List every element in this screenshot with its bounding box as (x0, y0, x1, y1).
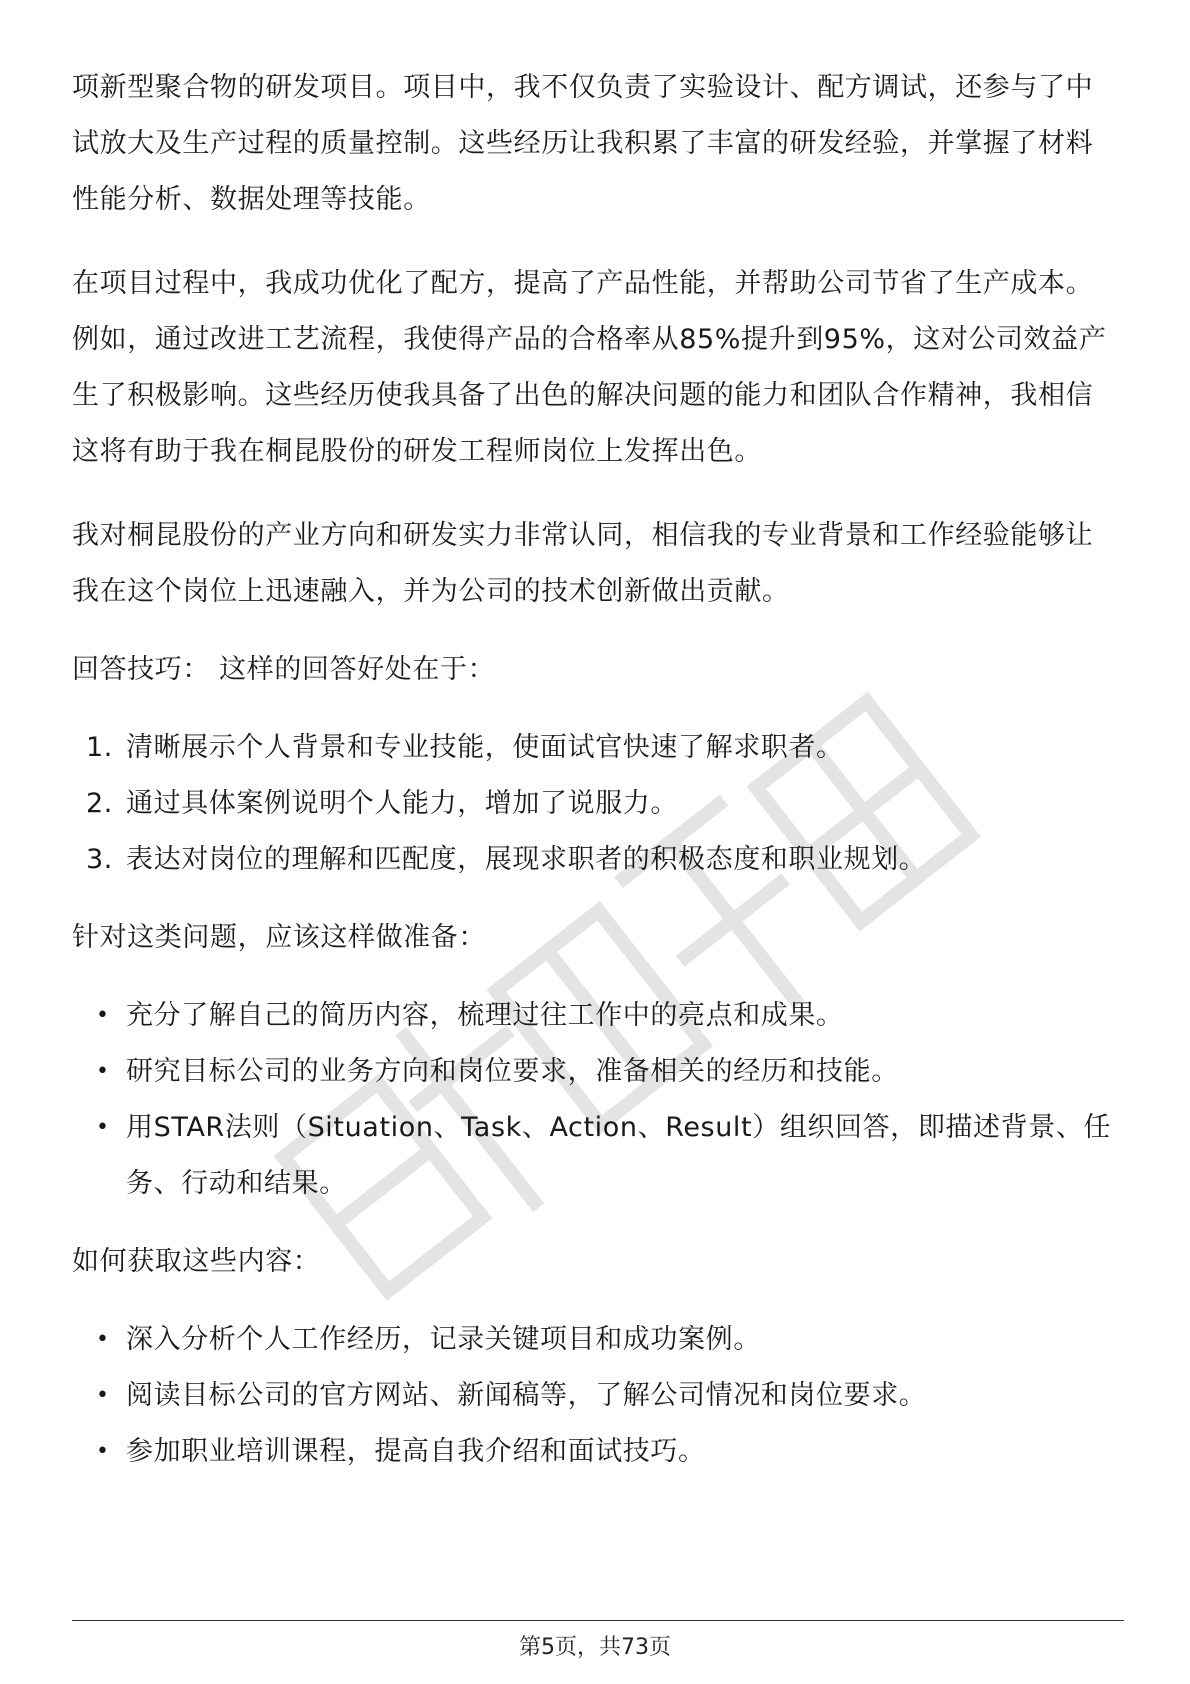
list-number: 1. (86, 732, 113, 763)
list-item-text: 清晰展示个人背景和专业技能，使面试官快速了解求职者。 (126, 732, 844, 763)
bullet-icon: • (96, 1059, 110, 1084)
list-item-text: 研究目标公司的业务方向和岗位要求，准备相关的经历和技能。 (126, 1056, 899, 1087)
footer-divider (72, 1620, 1124, 1621)
prepare-list (72, 988, 1118, 1212)
list-item-text: 参加职业培训课程，提高自我介绍和面试技巧。 (126, 1436, 706, 1467)
obtain-heading: 如何获取这些内容： (72, 1246, 321, 1277)
list-item-text: 用STAR法则（Situation、Task、Action、Result）组织回答，即描述背景、任务、行动和结果。 (126, 1112, 1112, 1199)
list-item (72, 1424, 1118, 1480)
bullet-icon: • (96, 1003, 110, 1028)
tips-list (72, 720, 1118, 888)
paragraph: 我对桐昆股份的产业方向和研发实力非常认同，相信我的专业背景和工作经验能够让我在这个岗位上迅速融入，并为公司的技术创新做出贡献。 (72, 520, 1094, 607)
list-item (72, 988, 1118, 1044)
list-item-text: 深入分析个人工作经历，记录关键项目和成功案例。 (126, 1324, 761, 1355)
list-item-text: 阅读目标公司的官方网站、新闻稿等，了解公司情况和岗位要求。 (126, 1380, 927, 1411)
bullet-icon: • (96, 1383, 110, 1408)
list-number: 3. (86, 844, 113, 875)
bullet-icon: • (96, 1439, 110, 1464)
list-item-text: 充分了解自己的简历内容，梳理过往工作中的亮点和成果。 (126, 1000, 844, 1031)
list-item-text: 表达对岗位的理解和匹配度，展现求职者的积极态度和职业规划。 (126, 844, 927, 875)
list-item (72, 1312, 1118, 1368)
list-item (72, 720, 1118, 776)
paragraph: 在项目过程中，我成功优化了配方，提高了产品性能，并帮助公司节省了生产成本。例如，通过改进工艺流程，我使得产品的合格率从85%提升到95%，这对公司效益产生了积极影响。这些经历使我具备了出色的解决问题的能力和团队合作精神，我相信这将有助于我在桐昆股份的研发工程师岗位上发挥出色。 (72, 268, 1107, 467)
obtain-list (72, 1312, 1118, 1480)
page-number: 第5页，共73页 (519, 1635, 671, 1660)
list-item (72, 776, 1118, 832)
list-item (72, 1368, 1118, 1424)
list-number: 2. (86, 788, 113, 819)
document-body (72, 60, 1118, 1480)
list-item (72, 832, 1118, 888)
list-item (72, 1100, 1118, 1212)
list-item-text: 通过具体案例说明个人能力，增加了说服力。 (126, 788, 678, 819)
list-item (72, 1044, 1118, 1100)
bullet-icon: • (96, 1115, 110, 1140)
paragraph: 项新型聚合物的研发项目。项目中，我不仅负责了实验设计、配方调试，还参与了中试放大及生产过程的质量控制。这些经历让我积累了丰富的研发经验，并掌握了材料性能分析、数据处理等技能。 (72, 72, 1094, 215)
bullet-icon: • (96, 1327, 110, 1352)
tips-heading: 回答技巧： 这样的回答好处在于： (72, 654, 496, 685)
prepare-heading: 针对这类问题，应该这样做准备： (72, 922, 486, 953)
